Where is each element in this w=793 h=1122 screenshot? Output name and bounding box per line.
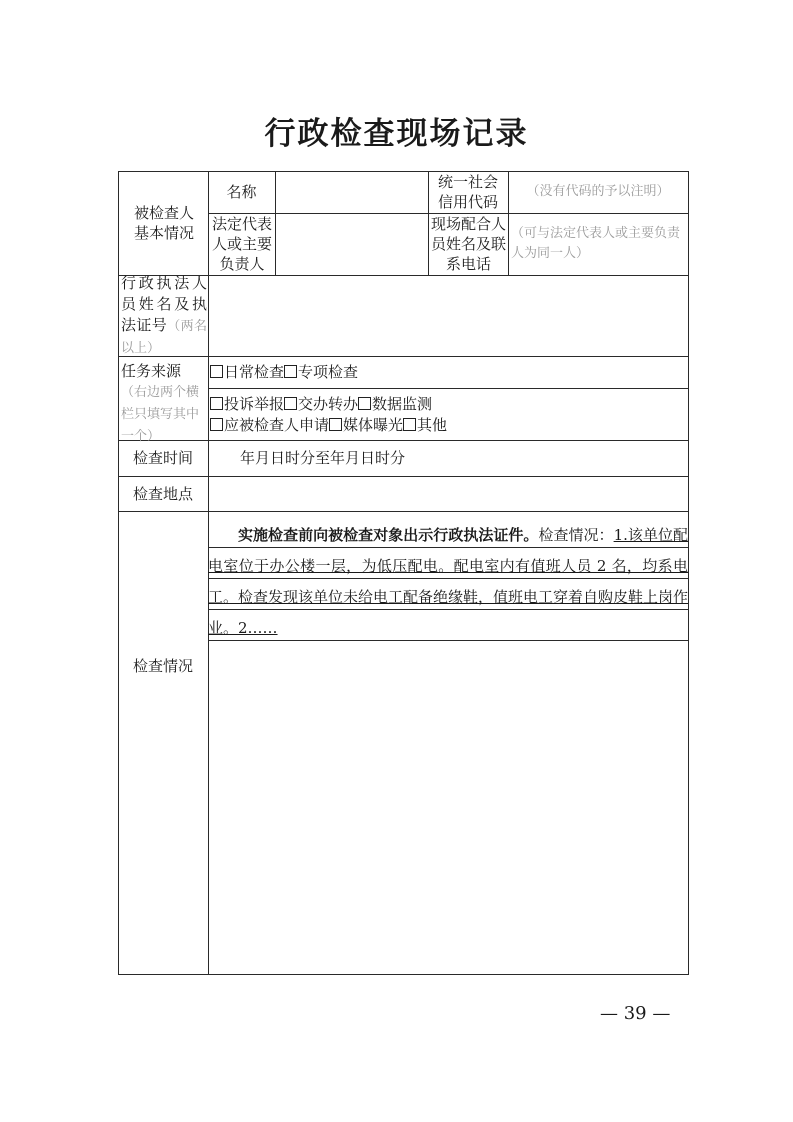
inspection-details: 1.该单位配电室位于办公楼一层，为低压配电。配电室内有值班人员 2 名，均系电工。检查发现该单位未给电工配备绝缘鞋，值班电工穿着自购皮鞋上岗作业。2…… xyxy=(208,526,689,637)
table-border-right xyxy=(688,171,689,975)
credit-code-field[interactable] xyxy=(508,171,688,213)
credit-code-hint: （没有代码的予以注明） xyxy=(526,184,670,199)
option-special-inspection[interactable]: 专项检查 xyxy=(284,362,358,382)
option-media-exposure[interactable]: 媒体曝光 xyxy=(329,416,403,434)
checkbox-icon xyxy=(210,418,223,431)
task-source-hint: （右边两个横栏只填写其中一个） xyxy=(121,385,200,444)
task-source-label: 任务来源（右边两个横栏只填写其中一个） xyxy=(121,362,200,444)
table-border-bottom xyxy=(118,974,689,975)
officers-label: 行政执法人员姓名及执法证号（两名以上） xyxy=(121,274,207,356)
onsite-contact-label: 现场配合人员姓名及联系电话 xyxy=(430,215,506,273)
checkbox-icon xyxy=(210,365,223,378)
name-field[interactable] xyxy=(275,171,428,213)
checkbox-icon xyxy=(403,418,416,431)
onsite-contact-field[interactable] xyxy=(511,213,687,275)
option-routine-inspection[interactable]: 日常检查 xyxy=(210,362,284,382)
checkbox-icon xyxy=(329,418,342,431)
legal-rep-field[interactable] xyxy=(275,213,428,275)
legal-rep-label: 法定代表人或主要负责人 xyxy=(211,215,272,273)
option-data-monitoring[interactable]: 数据监测 xyxy=(358,395,432,413)
task-source-row1 xyxy=(210,356,688,388)
inspection-place-label: 检查地点 xyxy=(132,484,193,503)
checkbox-icon xyxy=(358,397,371,410)
checkbox-icon xyxy=(284,365,297,378)
inspection-status-text[interactable] xyxy=(208,520,688,644)
inspection-status-label: 检查情况 xyxy=(132,657,193,675)
page-number: — 39 — xyxy=(600,1003,671,1024)
credit-code-label: 统一社会信用代码 xyxy=(437,173,498,211)
name-label: 名称 xyxy=(226,183,257,201)
checkbox-icon xyxy=(284,397,297,410)
inspection-intro: 实施检查前向被检查对象出示行政执法证件。 xyxy=(238,526,539,544)
checkbox-icon xyxy=(210,397,223,410)
option-complaint[interactable]: 投诉举报 xyxy=(210,395,284,413)
option-assigned[interactable]: 交办转办 xyxy=(284,395,358,413)
inspected-party-label: 被检查人基本情况 xyxy=(133,204,194,242)
inspection-time-field[interactable]: 年月日时分至年月日时分 xyxy=(240,449,406,467)
inspection-time-label: 检查时间 xyxy=(132,449,193,467)
task-source-row2 xyxy=(210,393,688,437)
document-title: 行政检查现场记录 xyxy=(264,116,529,152)
inspection-place-field[interactable] xyxy=(208,476,688,511)
option-on-request[interactable]: 应被检查人申请 xyxy=(210,416,329,434)
row-divider xyxy=(208,388,689,389)
inspection-prefix: 检查情况： xyxy=(538,526,614,544)
option-other[interactable]: 其他 xyxy=(403,416,447,434)
onsite-contact-hint: （可与法定代表人或主要负责人为同一人） xyxy=(511,226,681,261)
officers-hint: （两名以上） xyxy=(121,319,207,356)
column-divider xyxy=(428,171,429,275)
officers-field[interactable] xyxy=(208,275,688,356)
